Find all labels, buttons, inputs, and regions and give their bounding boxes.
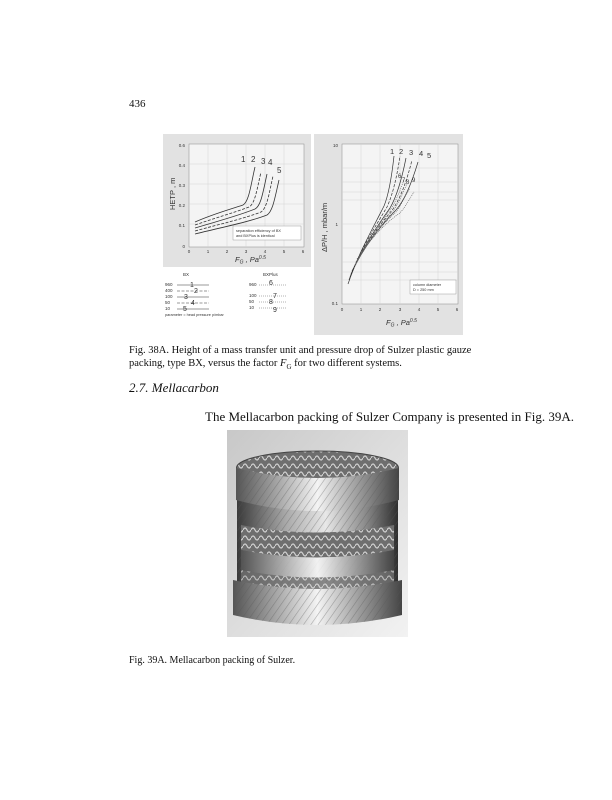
dp-note-line: column diameter [413,283,442,287]
dp-y-tick: 10 [332,143,338,148]
legend-pressure: 400 [165,288,173,293]
mellacarbon-packing-photo [227,430,408,637]
hetp-curve-label: 2 [251,155,256,164]
dp-y-axis-label: ΔP/H , mbar/m [320,202,329,252]
dp-curve-label: 1 [390,147,395,156]
hetp-x-tick: 4 [263,249,267,254]
legend-pressure: 100 [165,294,173,299]
hetp-x-tick: 5 [282,249,286,254]
dp-x-tick: 6 [455,307,459,312]
legend-pressure: 10 [165,306,171,311]
hetp-y-tick: 0 [182,244,185,249]
legend-pressure: 960 [165,282,173,287]
legend-curve-number: 5 [183,306,187,313]
hetp-y-tick: 0.1 [178,223,185,228]
chart-legend [163,270,311,336]
hetp-note-line: separation efficiency of BX [236,229,281,233]
legend-curve-number: 4 [191,300,195,307]
chart-legend-svg [163,270,311,336]
hetp-chart [163,134,311,267]
section-heading: 2.7. Mellacarbon [129,380,219,395]
dp-curve-label: 7 [402,178,406,184]
legend-curve-number: 2 [194,288,198,295]
hetp-x-tick: 2 [225,249,229,254]
hetp-x-tick: 1 [206,249,210,254]
legend-footnote: parameter = head pressure p/mbar [165,313,224,317]
hetp-note-line: and BXPlus is identical [236,234,275,238]
legend-curve-number: 8 [269,299,273,306]
dp-note-line: D = 250 mm [413,288,434,292]
hetp-x-tick: 6 [301,249,305,254]
hetp-y-tick: 0.3 [178,183,185,188]
hetp-y-tick: 0.2 [178,203,185,208]
dp-x-tick: 5 [436,307,440,312]
dp-y-tick: 0.1 [331,301,338,306]
pressure-drop-chart [314,134,463,335]
section-intro: The Mellacarbon packing of Sulzer Company is presented in Fig. 39A. [205,409,574,424]
legend-bx-title: BX [183,272,190,277]
legend-curve-number: 6 [269,280,273,287]
dp-curve-label: 9 [412,178,416,184]
hetp-curve-label: 3 [261,157,266,166]
dp-x-tick: 0 [340,307,344,312]
figure-39a-caption: Fig. 39A. Mellacarbon packing of Sulzer. [129,655,296,666]
dp-curve-label: 8 [406,180,410,186]
dp-x-tick: 2 [378,307,382,312]
pressure-drop-chart-svg [314,134,463,335]
legend-pressure: 10 [249,305,255,310]
hetp-x-axis-label: $F_G$ , $Pa^{0.5}$ [235,255,266,266]
dp-x-axis-label: $F_G$ , $Pa^{0.5}$ [386,318,417,329]
hetp-y-axis-label: HETP , m [168,177,177,210]
legend-bxplus-title: BXPlus [263,272,278,277]
legend-pressure: 960 [249,282,257,287]
legend-curve-number: 1 [190,282,194,289]
dp-x-tick: 4 [417,307,421,312]
legend-pressure: 50 [249,299,255,304]
figure-38a-caption: Fig. 38A. Height of a mass transfer unit and pressure drop of Sulzer plastic gauze packing, type BX, versus the factor $F_G$ for two different systems. [129,345,472,371]
hetp-x-tick: 0 [187,249,191,254]
hetp-curve-label: 5 [277,166,282,175]
hetp-y-tick: 0.4 [178,163,185,168]
hetp-x-tick: 3 [244,249,248,254]
dp-curve-label: 5 [427,151,432,160]
legend-curve-number: 7 [273,293,277,300]
dp-curve-label: 2 [399,147,404,156]
dp-curve-label: 4 [419,149,424,158]
hetp-curve-label: 1 [241,155,246,164]
dp-curve-label: 3 [409,148,414,157]
hetp-chart-svg [163,134,311,267]
legend-pressure: 50 [165,300,171,305]
legend-curve-number: 3 [184,294,188,301]
mellacarbon-packing-photo-svg [227,430,408,637]
dp-x-tick: 1 [359,307,363,312]
legend-curve-number: 9 [273,307,277,314]
dp-curve-label: 6 [398,174,402,180]
hetp-curve-label: 4 [268,158,273,167]
dp-y-tick: 1 [335,222,338,227]
hetp-y-tick: 0.6 [178,143,185,148]
legend-pressure: 100 [249,293,257,298]
page-number: 436 [129,98,146,110]
dp-x-tick: 3 [398,307,402,312]
